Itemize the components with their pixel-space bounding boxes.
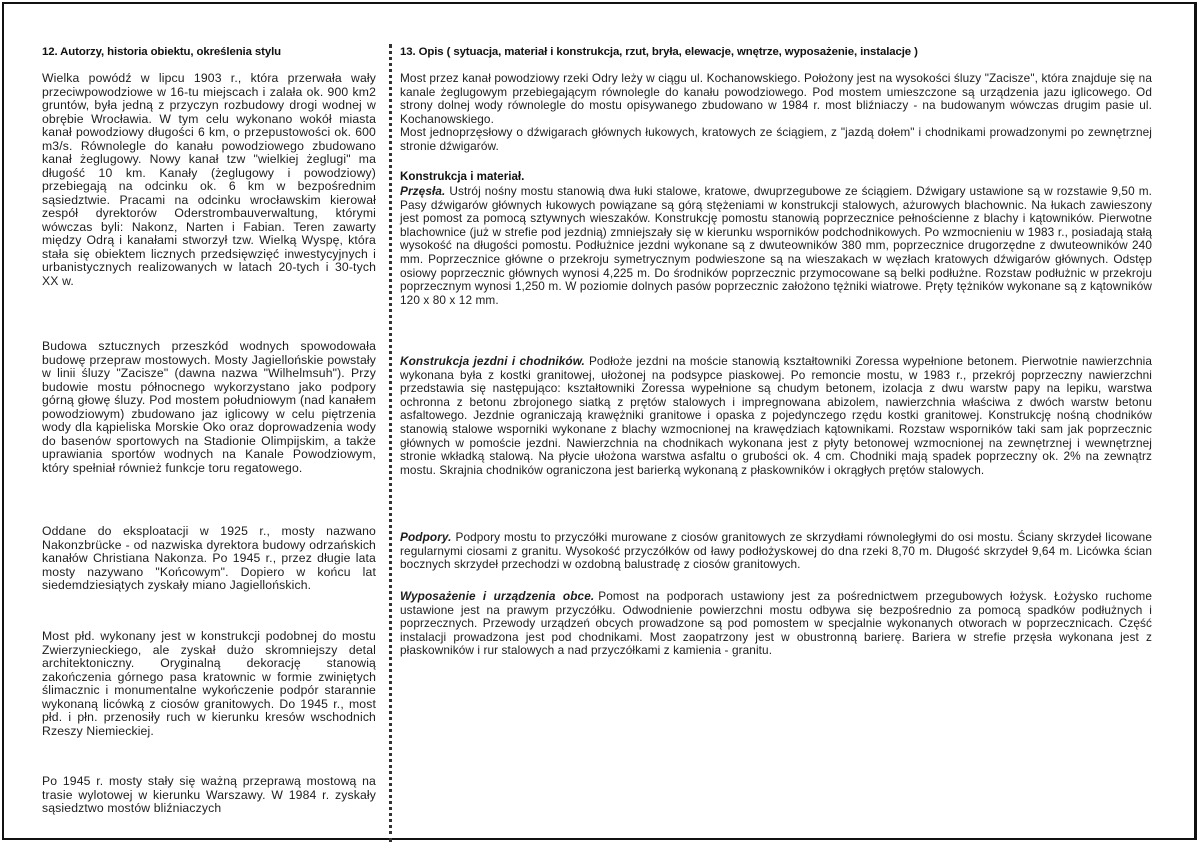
- left-paragraph: Oddane do eksploatacji w 1925 r., mosty nazwano Nakonzbrücke - od nazwiska dyrektora budowy odrzańskich kanałów Christiana Nakonza. Po 1945 r., przez długie lata mosty nazywano "Końcowym". Dopiero w końcu lat siedemdziesiątych zyskały miano Jagiellońskich.: [42, 524, 376, 592]
- construction-heading: Konstrukcja i materiał.: [400, 170, 525, 183]
- roadway-text: Podłoże jezdni na moście stanowią kształtowniki Zoressa wypełnione betonem. Pierwotnie nawierzchnia wykonana była z kostki granitowej, ułożonej na podsypce piaskowej. Po remoncie mostu, w 1983 r., przekrój poprzeczny nawierzchni przedstawia się następująco: kształtowniki Zoressa wypełnione są chudym betonem, izolacja z dwu warstw papy na lepiku, warstwa ochronna z betonu zbrojonego siatką z prętów stalowych i impregnowana abizolem, nawierzchnia właściwa z dwóch warstw betonu asfaltowego. Jezdnie ograniczają krawężniki granitowe i opaska z pojedynczego rzędu kostki granitowej. Konstrukcję nośną chodników stanowią stalowe wsporniki wykonane z blachy wzmocnionej na krawędziach kątownikami. Rozstaw wsporników taki sam jak poprzecznic głównych w pomoście jezdni. Nawierzchnia na chodnikach wykonana jest z płyty betonowej wzmocnionej na zewnętrznej i wewnętrznej stronie wkładką stalową. Na płycie ułożona warstwa asfaltu o grubości ok. 4 cm. Chodniki mają spadek poprzeczny ok. 2% na zewnątrz mostu. Skrajnia chodników ograniczona jest barierką wykonaną z płaskowników i okrągłych prętów stalowych.: [400, 354, 1152, 477]
- section-12-column: [42, 46, 376, 824]
- roadway-paragraph: [400, 355, 1152, 523]
- spans-text: Ustrój nośny mostu stanowią dwa łuki stalowe, kratowe, dwuprzegubowe ze ściągiem. Dźwigary ustawione są w rozstawie 9,50 m. Pasy dźwigarów głównych łukowych powiązane są górą stężeniami w konstrukcji stalowych, ażurowych blachownic. Na łukach zawieszony jest pomost za pomocą sztywnych wieszaków. Konstrukcję pomostu stanowią poprzecznice pełnościenne z blachy i kątowników. Pierwotne blachownice (już w strefie pod jezdnią) zmniejszały się w kierunku wsporników podchodnikowych. Po wzmocnieniu w 1983 r., posiadają stałą wysokość na długości pomostu. Podłużnice jezdni wykonane są z dwuteowników 380 mm, poprzecznice drugorzędne z dwuteowników 240 mm. Poprzecznice główne o przekroju symetrycznym podwieszone są na wieszakach w węzłach kratowych dźwigarów głównych. Odstęp osiowy poprzecznic głównych wynosi 4,225 m. Do środników poprzecznic przymocowane są belki podłużne. Rozstaw podłużnic w przekroju poprzecznym wynosi 1,250 m. W poziomie dolnych pasów poprzecznic założono tężniki wiatrowe. Pręty tężników wykonane są z kątowników 120 x 80 x 12 mm.: [400, 184, 1152, 307]
- roadway-lead: Konstrukcja jezdni i chodników.: [400, 354, 585, 368]
- left-paragraph: Po 1945 r. mosty stały się ważną przeprawą mostową na trasie wylotowej w kierunku Warszawy. W 1984 r. zyskały sąsiedztwo mostów bliźniaczych: [42, 775, 376, 815]
- spans-paragraph: [400, 185, 1152, 347]
- left-paragraph: Wielka powódź w lipcu 1903 r., która przerwała wały przeciwpowodziowe w 16-tu miejscach i zalała ok. 900 km2 gruntów, była jedną z przyczyn rozbudowy drogi wodnej w obrębie Wrocławia. W tym celu wykonano wokół miasta kanał powodziowy długości 6 km, o przepustowości ok. 600 m3/s. Równolegle do kanału powodziowego zbudowano kanał żeglugowy. Nowy kanał tzw "wielkiej żeglugi" ma długość 10 km. Kanały (żeglugowy i powodziowy) przebiegają na odcinku ok. 6 km w bezpośrednim sąsiedztwie. Pracami na odcinku wrocławskim kierował zespół dyrektorów Oderstrombauverwaltung, którymi wówczas byli: Nakonz, Narten i Fabian. Teren zawarty między Odrą i kanałami stworzył tzw. Wielką Wyspę, która stała się obiektem licznych przedsięwzięć inwestycyjnych i urbanistycznych realizowanych w latach 20-tych i 30-tych XX w.: [42, 71, 376, 288]
- section-12-title: 12. Autorzy, historia obiektu, określenia stylu: [42, 46, 281, 58]
- column-divider: [389, 44, 395, 842]
- intro-paragraph: Most przez kanał powodziowy rzeki Odry leży w ciągu ul. Kochanowskiego. Położony jest na wysokości śluzy "Zacisze", która znajduje się na kanale żeglugowym przebiegającym równolegle do kanału powodziowego. Pod mostem umieszczone są urządzenia jazu iglicowego. Od strony dolnej wody równolegle do mostu opisywanego zbudowano w 1984 r. most bliźniaczy - na budowanym wówczas drugim pasie ul. Kochanowskiego. Most jednoprzęsłowy o dźwigarach głównych łukowych, kratowych ze ściągiem, z "jazdą dołem" i chodnikami prowadzonymi po zewnętrznej stronie dźwigarów.: [400, 71, 1152, 153]
- equipment-lead: Wyposażenie i urządzenia obce.: [400, 589, 595, 603]
- supports-lead: Podpory.: [400, 530, 452, 544]
- supports-paragraph: [400, 531, 1152, 582]
- section-13-column: [400, 46, 1152, 666]
- left-paragraph: Budowa sztucznych przeszkód wodnych spowodowała budowę przepraw mostowych. Mosty Jagiellońskie powstały w linii śluzy "Zacisze" (dawna nazwa "Wilhelmsuh"). Przy budowie mostu północnego wykorzystano jako podpory górną głowę śluzy. Pod mostem południowym (nad kanałem powodziowym) zbudowano jaz iglicowy w celu piętrzenia wody dla kąpieliska Morskie Oko oraz doprowadzenia wody do basenów sportowych na Stadionie Olimpijskim, a także uprawiania sportów wodnych na Kanale Powodziowym, który spełniał również funkcje toru regatowego.: [42, 339, 376, 475]
- spans-lead: Przęsła.: [400, 184, 446, 198]
- equipment-text: Pomost na podporach ustawiony jest za pośrednictwem przegubowych łożysk. Łożysko ruchome ustawione jest na prawym przyczółku. Odwodnienie powierzchni mostu odbywa się bezpośrednio za pomocą spadków podłużnych i poprzecznych. Przewody urządzeń obcych prowadzone są pod pomostem w specjalnie wykonanych otworach w poprzecznicach. Część instalacji prowadzona jest pod chodnikami. Most zaopatrzony jest w obustronną barierę. Bariera w strefie przęsła wykonana jest z płaskowników i rur stalowych a nad przyczółkami z kamienia - granitu.: [400, 589, 1152, 658]
- left-paragraph: Most płd. wykonany jest w konstrukcji podobnej do mostu Zwierzynieckiego, ale zyskał dużo skromniejszy detal architektoniczny. Oryginalną dekorację stanowią zakończenia górnego pasa kratownic w formie zwiniętych ślimacznic i monumentalne wykończenie podpór starannie wykonaną licówką z ciosów granitowych. Do 1945 r., most płd. i płn. przenosiły ruch w kierunku kresów wschodnich Rzeszy Niemieckiej.: [42, 629, 376, 738]
- supports-text: Podpory mostu to przyczółki murowane z ciosów granitowych ze skrzydłami równoległymi do osi mostu. Ściany skrzydeł licowane regularnymi ciosami z granitu. Wysokość przyczółków od ławy podłożyskowej do dna rzeki 8,70 m. Długość skrzydeł 9,64 m. Licówka ścian bocznych skrzydeł przechodzi w ozdobną balustradę z ciosów granitowych.: [400, 530, 1152, 572]
- section-13-title: 13. Opis ( sytuacja, materiał i konstrukcja, rzut, bryła, elewacje, wnętrze, wyposażenie, instalacje ): [400, 46, 918, 58]
- equipment-paragraph: [400, 590, 1152, 658]
